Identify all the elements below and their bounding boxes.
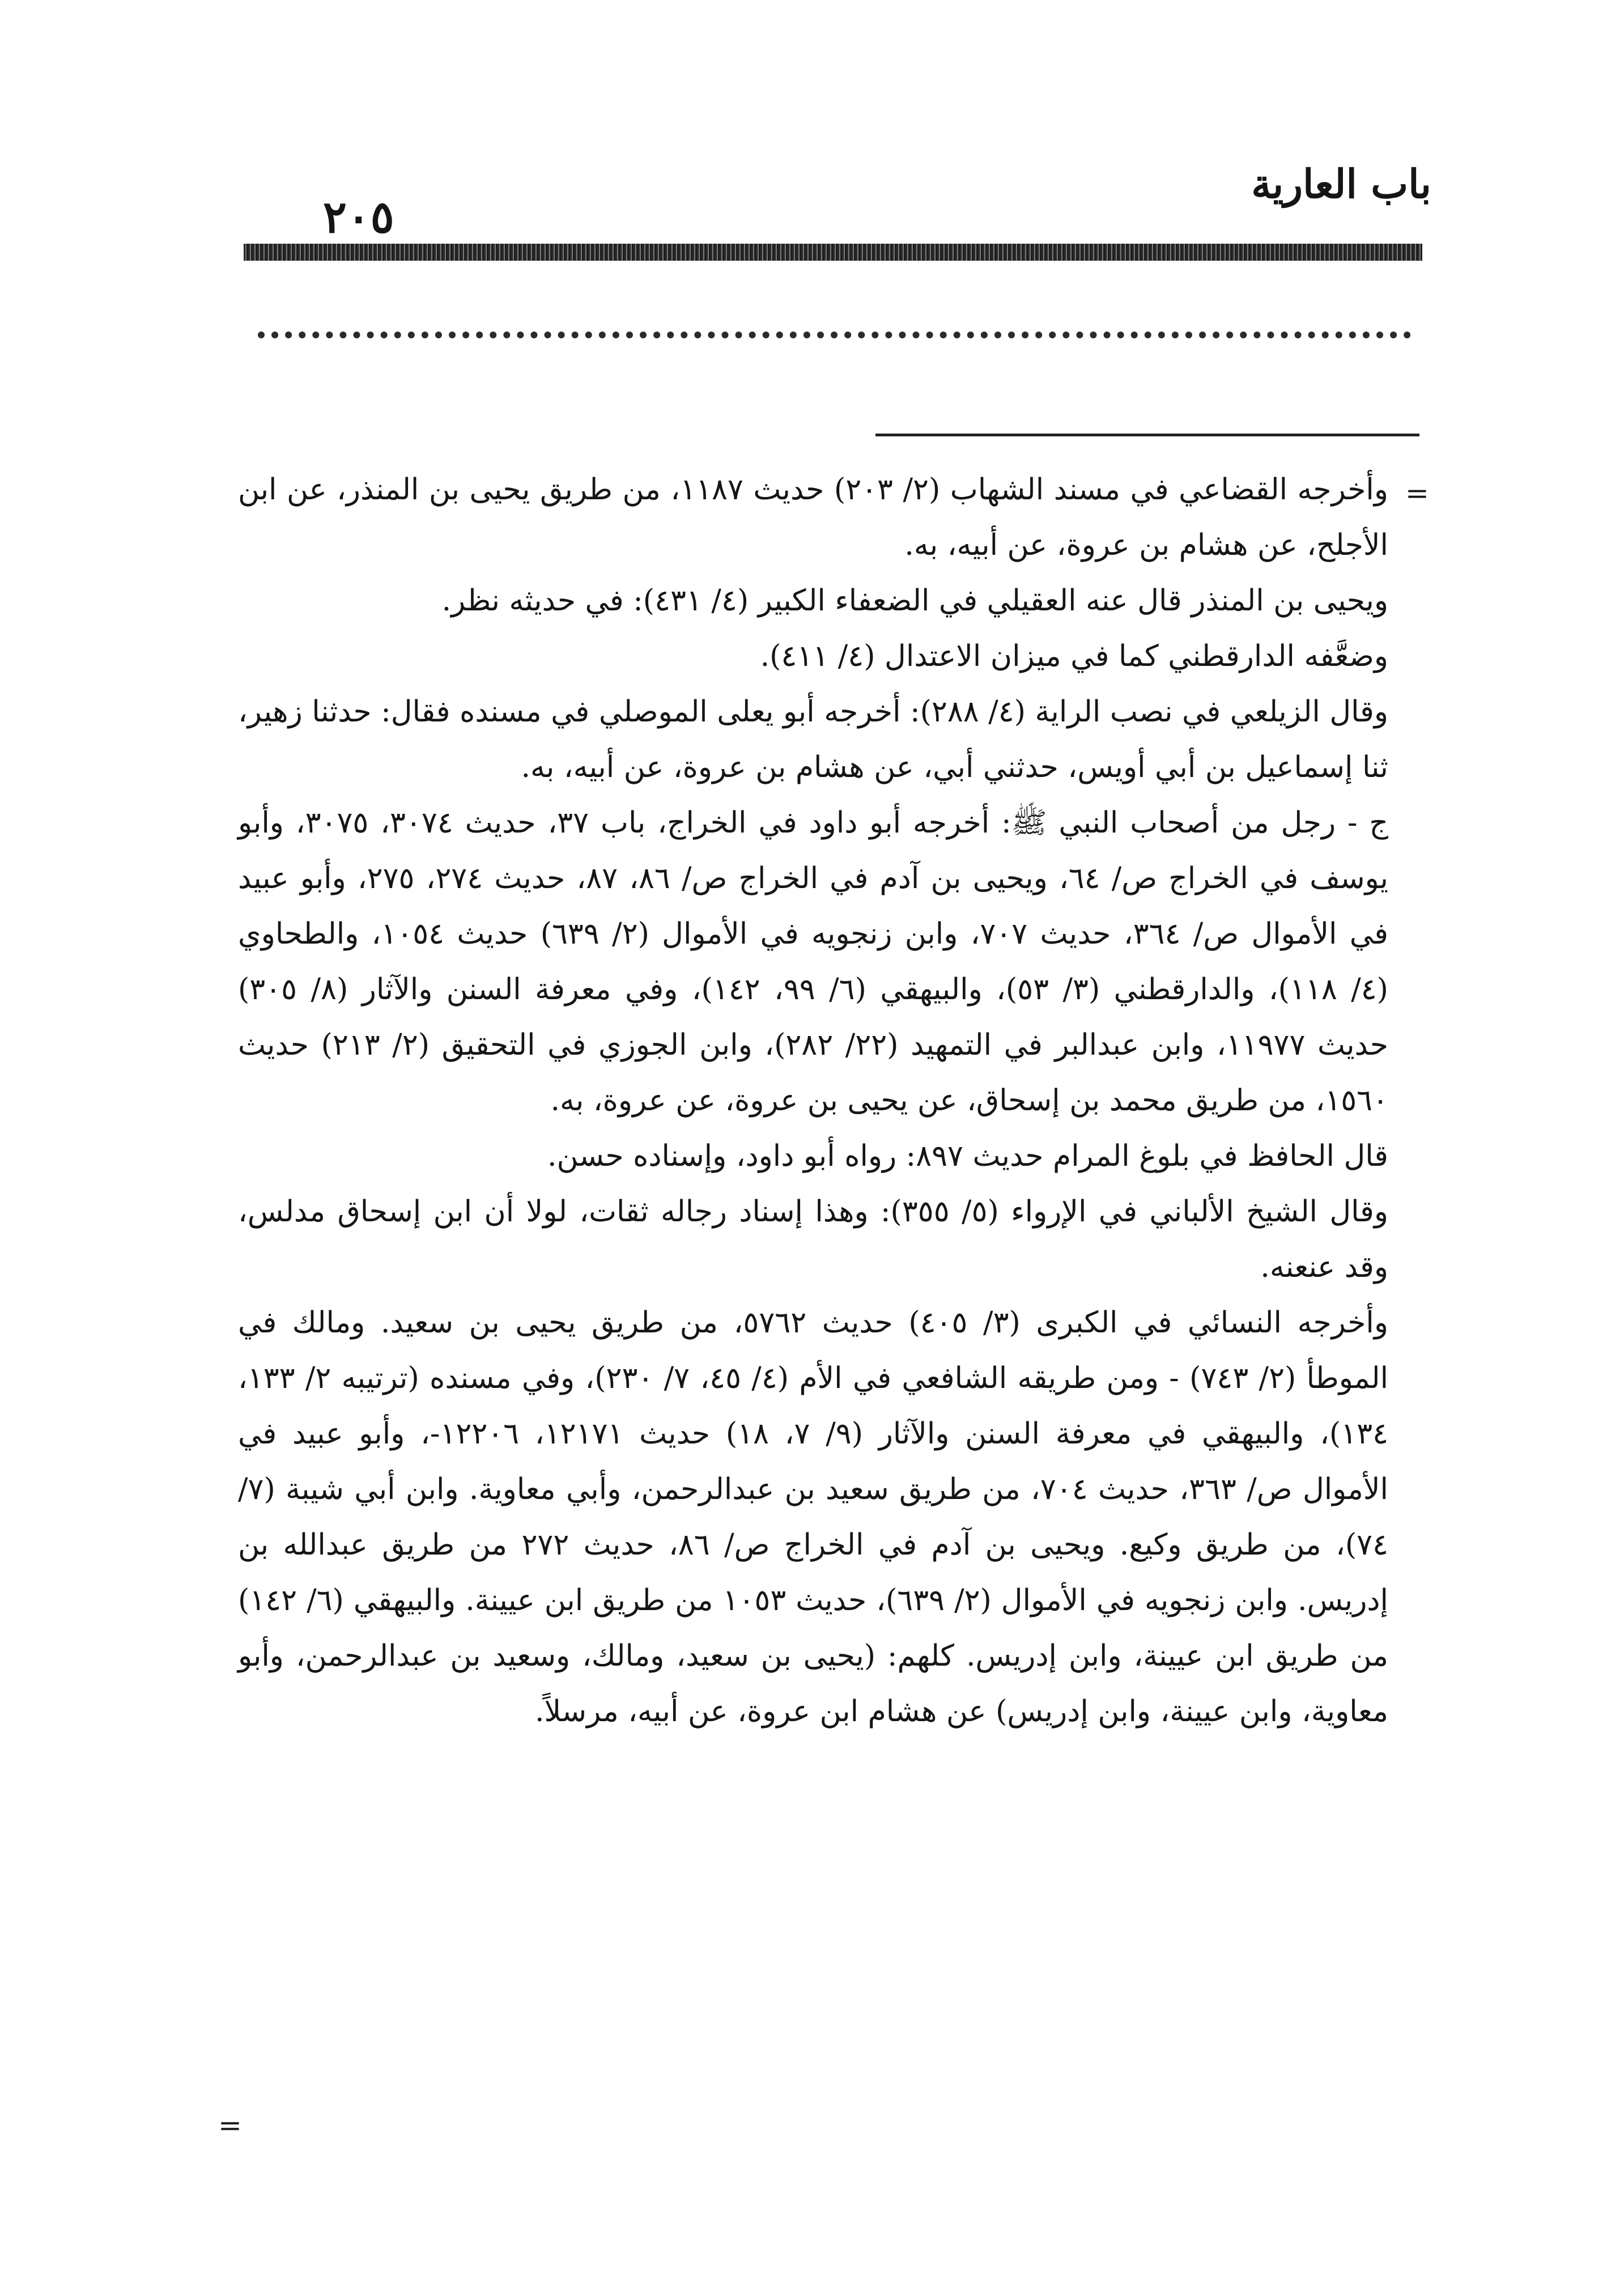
paragraph-6: قال الحافظ في بلوغ المرام حديث ٨٩٧: رواه أبو داود، وإسناده حسن.	[547, 1139, 1388, 1173]
header-rule	[244, 244, 1422, 261]
paragraph-2: ويحيى بن المنذر قال عنه العقيلي في الضعفاء الكبير (٤/ ٤٣١): في حديثه نظر.	[441, 584, 1388, 618]
paragraph-5: ج - رجل من أصحاب النبي ﷺ: أخرجه أبو داود في الخراج، باب ٣٧، حديث ٣٠٧٤، ٣٠٧٥، وأبو يوسف في الخراج ص/ ٦٤، ويحيى بن آدم في الخراج ص/ ٨٦، ٨٧، حديث ٢٧٤، ٢٧٥، وأبو عبيد في الأموال ص/ ٣٦٤، حديث ٧٠٧، وابن زنجويه في الأموال (٢/ ٦٣٩) حديث ١٠٥٤، والطحاوي (٤/ ١١٨)، والدارقطني (٣/ ٥٣)، والبيهقي (٦/ ٩٩، ١٤٢)، وفي معرفة السنن والآثار (٨/ ٣٠٥) حديث ١١٩٧٧، وابن عبدالبر في التمهيد (٢٢/ ٢٨٢)، وابن الجوزي في التحقيق (٢/ ٢١٣) حديث ١٥٦٠، من طريق محمد بن إسحاق، عن يحيى بن عروة، عن عروة، به.	[238, 806, 1389, 1118]
paragraph-3: وضعَّفه الدارقطني كما في ميزان الاعتدال (٤/ ٤١١).	[760, 639, 1388, 673]
paragraph-1: وأخرجه القضاعي في مسند الشهاب (٢/ ٢٠٣) حديث ١١٨٧، من طريق يحيى بن المنذر، عن ابن الأجلح، عن هشام بن عروة، عن أبيه، به.	[238, 473, 1388, 562]
footnote-rule	[875, 434, 1419, 436]
page-number: ٢٠٥	[323, 192, 394, 243]
chapter-title: باب العارية	[1251, 160, 1431, 207]
paragraph-7: وقال الشيخ الألباني في الإرواء (٥/ ٣٥٥): وهذا إسناد رجاله ثقات، لولا أن ابن إسحاق مدلس، وقد عنعنه.	[238, 1195, 1388, 1284]
footnote-body	[238, 462, 1388, 1739]
ellipsis-separator	[258, 332, 1411, 338]
continuation-mark-top: =	[1405, 477, 1429, 509]
continuation-mark-bottom: =	[218, 2109, 242, 2142]
paragraph-4: وقال الزيلعي في نصب الراية (٤/ ٢٨٨): أخرجه أبو يعلى الموصلي في مسنده فقال: حدثنا زهير، ثنا إسماعيل بن أبي أويس، حدثني أبي، عن هشام بن عروة، عن أبيه، به.	[238, 695, 1388, 784]
paragraph-8: وأخرجه النسائي في الكبرى (٣/ ٤٠٥) حديث ٥٧٦٢، من طريق يحيى بن سعيد. ومالك في الموطأ (٢/ ٧٤٣) - ومن طريقه الشافعي في الأم (٤/ ٤٥، ٧/ ٢٣٠)، وفي مسنده (ترتيبه ٢/ ١٣٣، ١٣٤)، والبيهقي في معرفة السنن والآثار (٩/ ٧، ١٨) حديث ١٢١٧١، ١٢٢٠٦-، وأبو عبيد في الأموال ص/ ٣٦٣، حديث ٧٠٤، من طريق سعيد بن عبدالرحمن، وأبي معاوية. وابن أبي شيبة (٧/ ٧٤)، من طريق وكيع. ويحيى بن آدم في الخراج ص/ ٨٦، حديث ٢٧٢ من طريق عبدالله بن إدريس. وابن زنجويه في الأموال (٢/ ٦٣٩)، حديث ١٠٥٣ من طريق ابن عيينة. والبيهقي (٦/ ١٤٢) من طريق ابن عيينة، وابن إدريس. كلهم: (يحيى بن سعيد، ومالك، وسعيد بن عبدالرحمن، وأبو معاوية، وابن عيينة، وابن إدريس) عن هشام ابن عروة، عن أبيه، مرسلاً.	[238, 1306, 1389, 1729]
